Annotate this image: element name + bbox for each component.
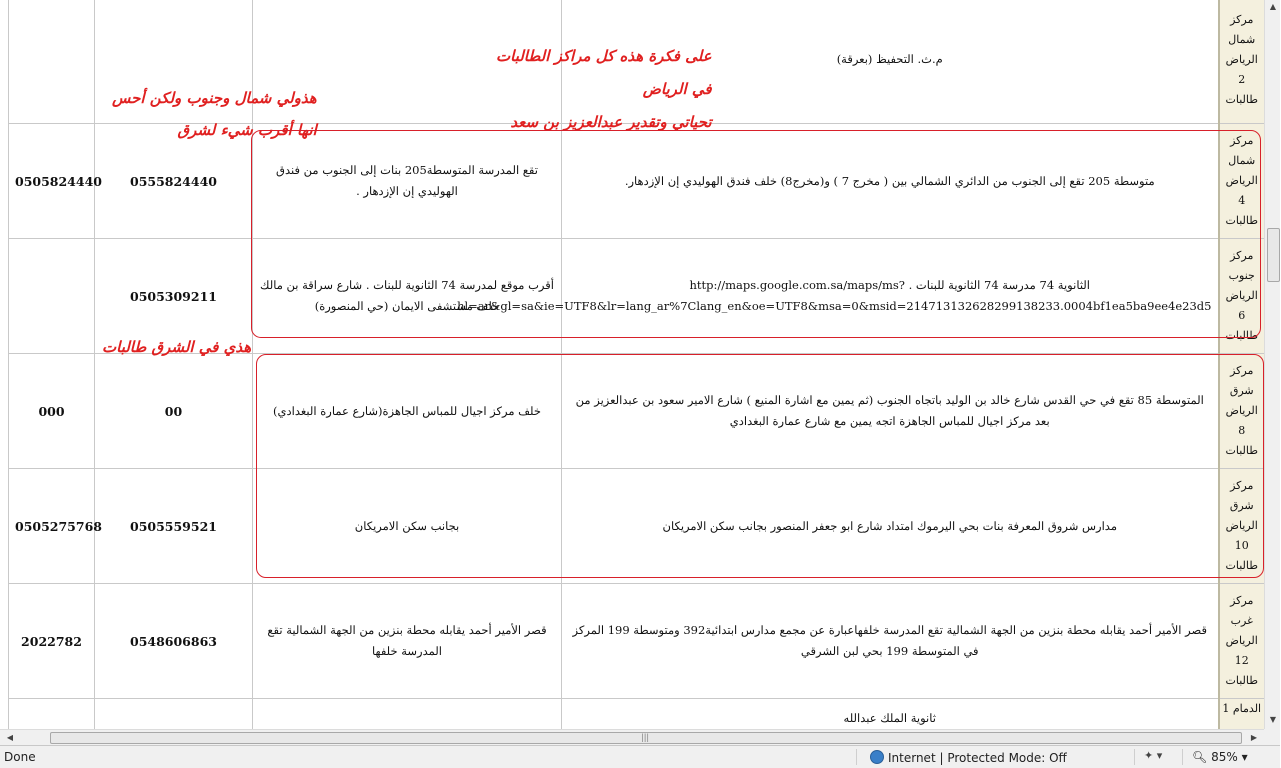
center-line: مركز: [1230, 594, 1254, 607]
address-cell: ثانوية الملك عبدالله: [562, 699, 1219, 739]
status-divider: [1182, 749, 1183, 765]
vertical-scrollbar[interactable]: [1264, 0, 1280, 729]
globe-icon: [870, 750, 884, 764]
horizontal-scroll-thumb[interactable]: |||: [50, 732, 1242, 744]
center-line: طالبات: [1225, 444, 1258, 457]
center-line: جنوب: [1228, 269, 1255, 282]
center-line: مركز: [1230, 479, 1254, 492]
popup-blocker-icon[interactable]: ✦ ▾: [1144, 749, 1163, 762]
table-row: [9, 469, 1265, 584]
center-line: 4: [1238, 194, 1246, 207]
scroll-down-icon[interactable]: ▼: [1269, 715, 1277, 724]
chevron-down-icon: ▾: [1241, 750, 1248, 764]
magnifier-icon: 🔍︎: [1192, 750, 1208, 764]
scroll-left-icon[interactable]: ◀: [6, 733, 14, 742]
address-cell: مدارس شروق المعرفة بنات بحي اليرموك امتداد شارع ابو جعفر المنصور بجانب سكن الامريكان: [562, 469, 1219, 584]
phone-cell: [9, 0, 95, 124]
phone-cell: 0505275768: [9, 469, 95, 584]
landmark-cell: بجانب سكن الامريكان: [253, 469, 562, 584]
status-divider: [856, 749, 857, 765]
table-row: [9, 239, 1265, 354]
zoom-control[interactable]: [1192, 750, 1248, 764]
phone-cell: 2022782: [9, 584, 95, 699]
address-cell: المتوسطة 85 تقع في حي القدس شارع خالد بن الوليد باتجاه الجنوب (ثم يمين مع اشارة المنيع ) شارع الامير سعود بن عبدالعزيز من بعد مركز اجيال للمباس الجاهزة اتجه يمين مع شارع عمارة البغدادي: [562, 354, 1219, 469]
center-line: شرق: [1229, 384, 1254, 397]
center-line: مركز: [1230, 364, 1254, 377]
center-line: طالبات: [1225, 329, 1258, 342]
center-line: 10: [1234, 539, 1249, 552]
center-line: 8: [1238, 424, 1246, 437]
center-line: الرياض: [1225, 519, 1258, 532]
address-cell: م.ث. التحفيظ (بعرقة): [562, 0, 1219, 124]
mobile-cell: 0505559521: [95, 469, 253, 584]
center-line: 12: [1234, 654, 1249, 667]
center-line: الرياض: [1225, 289, 1258, 302]
zoom-level: 85%: [1211, 750, 1238, 764]
scroll-right-icon[interactable]: ▶: [1250, 733, 1258, 742]
annotation-note-2: هذولي شمال وجنوب ولكن أحس انها أقرب شيء لشرق: [112, 89, 317, 139]
center-cell: [1219, 584, 1265, 699]
center-cell: [1219, 354, 1265, 469]
center-line: شمال: [1228, 154, 1256, 167]
annotation-note-3: هذي في الشرق طالبات: [102, 338, 252, 356]
status-divider: [1134, 749, 1135, 765]
center-line: طالبات: [1225, 92, 1258, 106]
center-line: طالبات: [1225, 559, 1258, 572]
mobile-cell: 00: [95, 354, 253, 469]
center-line: مركز: [1230, 249, 1254, 262]
vertical-scroll-thumb[interactable]: [1267, 228, 1280, 282]
address-cell: قصر الأمير أحمد يقابله محطة بنزين من الجهة الشمالية تقع المدرسة خلفهاعبارة عن مجمع مدارس ابتدائية392 ومتوسطة 199 المركز في المتوسطة 199 بحي لبن الشرقي: [562, 584, 1219, 699]
center-cell: [1219, 0, 1265, 124]
phone-cell: 000: [9, 354, 95, 469]
center-line: الرياض: [1225, 404, 1258, 417]
center-line: شرق: [1229, 499, 1254, 512]
annotation-note-1: على فكرة هذه كل مراكز الطالبات في الرياض تحياتي وتقدير عبدالعزيز بن سعد: [496, 47, 712, 131]
center-line: طالبات: [1225, 674, 1258, 687]
landmark-cell: خلف مركز اجيال للمباس الجاهزة(شارع عمارة البغدادي): [253, 354, 562, 469]
landmark-cell: قصر الأمير أحمد يقابله محطة بنزين من الجهة الشمالية تقع المدرسة خلفها: [253, 584, 562, 699]
center-line: 6: [1238, 309, 1246, 322]
mobile-cell: 0505309211: [95, 239, 253, 354]
phone-cell: [9, 239, 95, 354]
status-text: Done: [4, 750, 36, 764]
table-row: [9, 354, 1265, 469]
table-row: [9, 584, 1265, 699]
scrollbar-corner: [1264, 729, 1280, 745]
center-cell: [1219, 469, 1265, 584]
center-line: الرياض: [1225, 634, 1258, 647]
center-line: الرياض: [1225, 52, 1258, 66]
center-line: غرب: [1230, 614, 1253, 627]
scroll-up-icon[interactable]: ▲: [1269, 2, 1277, 11]
center-cell: [1219, 239, 1265, 354]
center-line: مركز: [1230, 12, 1254, 26]
center-cell: [1219, 124, 1265, 239]
horizontal-scrollbar[interactable]: [0, 729, 1264, 745]
center-line: 2: [1238, 72, 1246, 86]
address-cell: الثانوية 74 مدرسة 74 الثانوية للبنات . http://maps.google.com.sa/maps/ms?hl=ar&gl=sa&ie=UTF8&lr=lang_ar%7Clang_en&oe=UTF8&msa=0&msid=214713132628299138233.0004bf1ea5ba9ee4e23d5: [562, 239, 1219, 354]
center-line: شمال: [1228, 32, 1256, 46]
mobile-cell: 0548606863: [95, 584, 253, 699]
security-zone-label: Internet | Protected Mode: Off: [888, 751, 1067, 765]
status-bar: [0, 745, 1280, 768]
address-cell: متوسطة 205 تقع إلى الجنوب من الدائري الشمالي بين ( مخرج 7 ) و(مخرج8) خلف فندق الهوليدي إن الإزدهار.: [562, 124, 1219, 239]
landmark-cell: أقرب موقع لمدرسة 74 الثانوية للبنات . شارع سراقة بن مالك خلف مستشفى الايمان (حي المنصورة): [253, 239, 562, 354]
center-line: طالبات: [1225, 214, 1258, 227]
mobile-cell: 0555824440: [95, 124, 253, 239]
center-line: الرياض: [1225, 174, 1258, 187]
center-line: مركز: [1230, 134, 1254, 147]
landmark-cell: تقع المدرسة المتوسطة205 بنات إلى الجنوب من فندق الهوليدي إن الإزدهار .: [253, 124, 562, 239]
center-line: الدمام 1: [1222, 702, 1262, 715]
security-zone[interactable]: [870, 750, 1067, 765]
phone-cell: 0505824440: [9, 124, 95, 239]
